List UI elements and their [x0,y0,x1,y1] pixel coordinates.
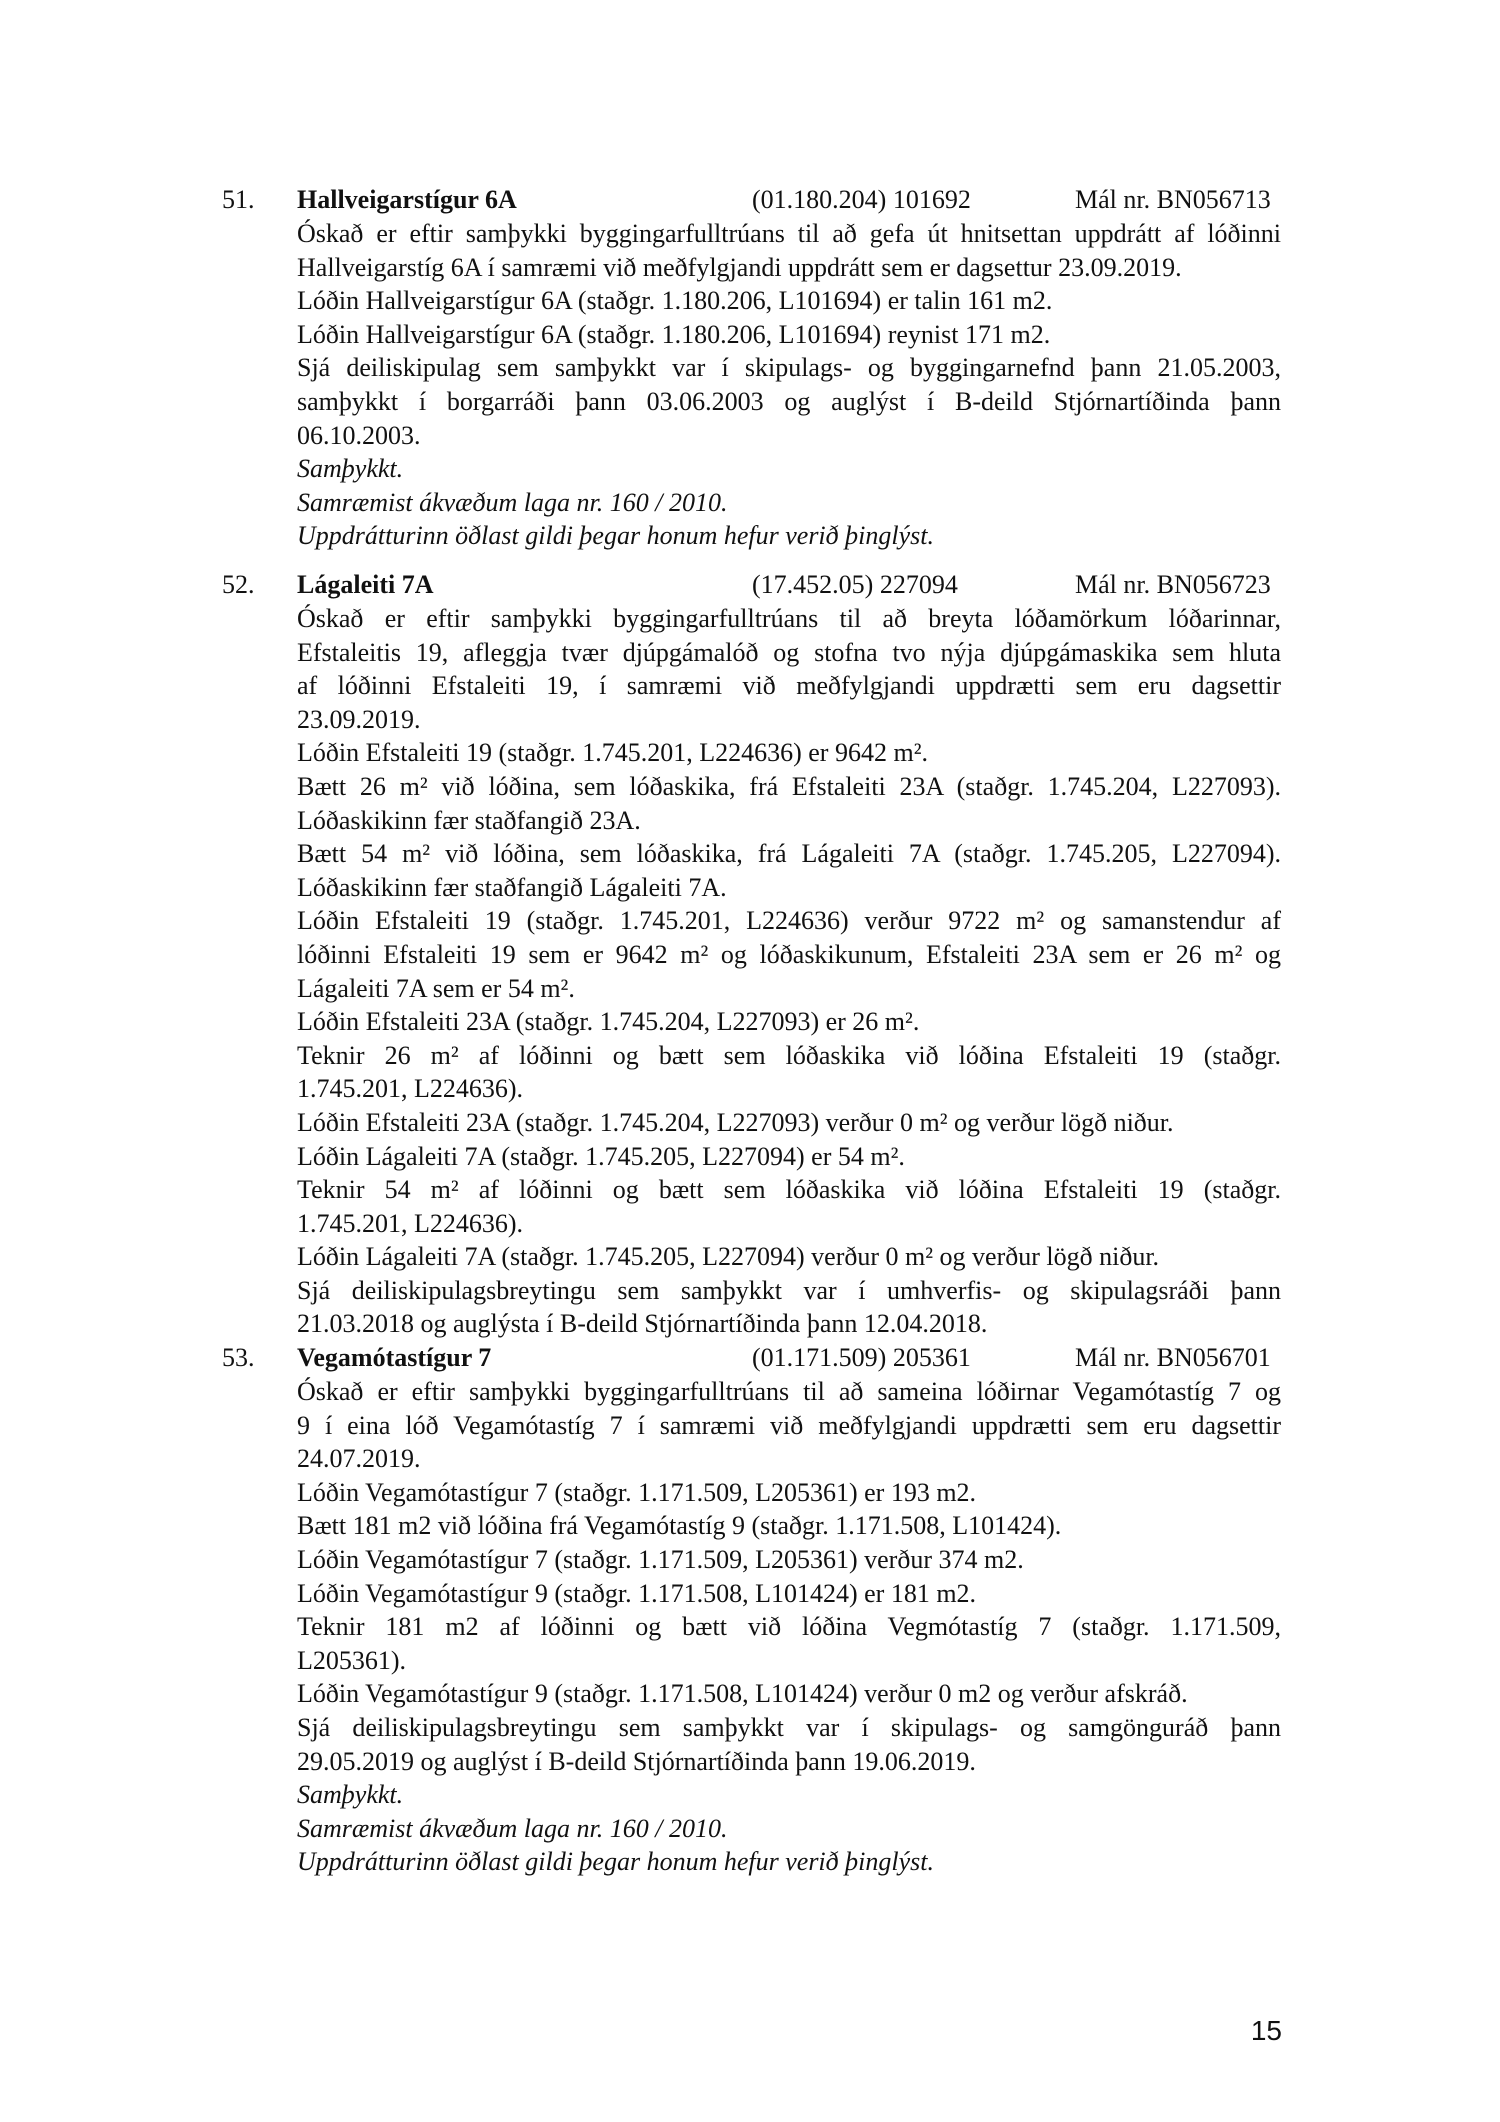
entry-codes: (01.171.509) 205361 [752,1343,971,1372]
text-line: Bætt 54 m² við lóðina, sem lóðaskika, frá Lágaleiti 7A (staðgr. 1.745.205, L227094). [297,839,1281,869]
text-line: 21.03.2018 og auglýsta í B-deild Stjórnartíðinda þann 12.04.2018. [297,1309,988,1339]
text-line: 23.09.2019. [297,704,421,734]
text-line: 1.745.201, L224636). [297,1208,524,1238]
text-line: Lóðin Vegamótastígur 9 (staðgr. 1.171.508, L101424) verður 0 m2 og verður afskráð. [297,1679,1188,1709]
entry-case-number: Mál nr. BN056713 [1075,185,1271,214]
text-line: 06.10.2003. [297,420,421,450]
text-line: Sjá deiliskipulagsbreytingu sem samþykkt var í umhverfis- og skipulagsráði þann [297,1275,1281,1305]
text-line: Lóðin Efstaleiti 23A (staðgr. 1.745.204, L227093) verður 0 m² og verður lögð niður. [297,1107,1174,1137]
entry-header [0,568,1500,602]
text-line: Efstaleitis 19, afleggja tvær djúpgámalóð og stofna tvo nýja djúpgámaskika sem hluta [297,637,1281,667]
entry-street: Lágaleiti 7A [297,570,434,599]
text-line: Óskað er eftir samþykki byggingarfulltrúans til að sameina lóðirnar Vegamótastíg 7 og [297,1377,1281,1406]
entry-number: 52. [222,570,255,599]
text-line: Lóðin Efstaleiti 23A (staðgr. 1.745.204, L227093) er 26 m². [297,1007,920,1037]
text-line: Lóðin Hallveigarstígur 6A (staðgr. 1.180.206, L101694) er talin 161 m2. [297,286,1053,316]
text-line: Óskað er eftir samþykki byggingarfulltrúans til að gefa út hnitsettan uppdrátt af lóðinni [297,219,1281,248]
text-line: 29.05.2019 og auglýst í B-deild Stjórnartíðinda þann 19.06.2019. [297,1746,976,1776]
entry-body [297,217,1281,553]
text-line: Sjá deiliskipulag sem samþykkt var í skipulags- og byggingarnefnd þann 21.05.2003, [297,353,1281,383]
text-line: L205361). [297,1645,407,1675]
text-line: 24.07.2019. [297,1444,421,1474]
text-line: lóðinni Efstaleiti 19 sem er 9642 m² og lóðaskikunum, Efstaleiti 23A sem er 26 m² og [297,939,1281,969]
text-line: Teknir 181 m2 af lóðinni og bætt við lóðina Vegmótastíg 7 (staðgr. 1.171.509, [297,1612,1281,1642]
text-line: Lóðin Vegamótastígur 9 (staðgr. 1.171.508, L101424) er 181 m2. [297,1578,977,1608]
text-line: Uppdrátturinn öðlast gildi þegar honum hefur verið þinglýst. [297,521,934,551]
text-line: Lóðin Efstaleiti 19 (staðgr. 1.745.201, L224636) er 9642 m². [297,738,928,768]
text-line: af lóðinni Efstaleiti 19, í samræmi við meðfylgjandi uppdrætti sem eru dagsettir [297,671,1281,701]
text-line: samþykkt í borgarráði þann 03.06.2003 og auglýst í B-deild Stjórnartíðinda þann [297,386,1281,416]
text-line: Lóðaskikinn fær staðfangið Lágaleiti 7A. [297,872,727,902]
entry-header [0,183,1500,217]
case-entry-51 [0,183,1500,553]
entry-body [297,1375,1281,1879]
text-line: Lóðaskikinn fær staðfangið 23A. [297,805,641,835]
text-line: Lóðin Vegamótastígur 7 (staðgr. 1.171.509, L205361) er 193 m2. [297,1477,977,1507]
text-line: Lóðin Hallveigarstígur 6A (staðgr. 1.180.206, L101694) reynist 171 m2. [297,319,1051,349]
entry-codes: (01.180.204) 101692 [752,185,971,214]
text-line: Lágaleiti 7A sem er 54 m². [297,973,575,1003]
case-entry-53 [0,1341,1500,1879]
text-line: Hallveigarstíg 6A í samræmi við meðfylgjandi uppdrátt sem er dagsettur 23.09.2019. [297,252,1182,282]
text-line: Bætt 181 m2 við lóðina frá Vegamótastíg 9 (staðgr. 1.171.508, L101424). [297,1511,1062,1541]
case-entry-52 [0,568,1500,1341]
text-line: Lóðin Efstaleiti 19 (staðgr. 1.745.201, L224636) verður 9722 m² og samanstendur af [297,906,1281,936]
entry-body [297,602,1281,1341]
text-line: Lóðin Vegamótastígur 7 (staðgr. 1.171.509, L205361) verður 374 m2. [297,1544,1024,1574]
entry-number: 53. [222,1343,255,1372]
text-line: Lóðin Lágaleiti 7A (staðgr. 1.745.205, L227094) er 54 m². [297,1141,905,1171]
page-number: 15 [1250,2015,1282,2046]
text-line: Samþykkt. [297,1780,404,1810]
text-line: Samræmist ákvæðum laga nr. 160 / 2010. [297,1813,728,1843]
entry-case-number: Mál nr. BN056701 [1075,1343,1271,1372]
text-line: Uppdrátturinn öðlast gildi þegar honum hefur verið þinglýst. [297,1847,934,1877]
text-line: Sjá deiliskipulagsbreytingu sem samþykkt var í skipulags- og samgönguráð þann [297,1712,1281,1742]
text-line: 1.745.201, L224636). [297,1074,524,1104]
text-line: Samræmist ákvæðum laga nr. 160 / 2010. [297,487,728,517]
entry-header [0,1341,1500,1375]
entry-street: Vegamótastígur 7 [297,1343,492,1372]
text-line: Teknir 26 m² af lóðinni og bætt sem lóðaskika við lóðina Efstaleiti 19 (staðgr. [297,1040,1281,1070]
text-line: Lóðin Lágaleiti 7A (staðgr. 1.745.205, L227094) verður 0 m² og verður lögð niður. [297,1242,1160,1272]
text-line: Samþykkt. [297,454,404,484]
entry-case-number: Mál nr. BN056723 [1075,570,1271,599]
entry-codes: (17.452.05) 227094 [752,570,958,599]
entry-number: 51. [222,185,255,214]
text-line: Teknir 54 m² af lóðinni og bætt sem lóðaskika við lóðina Efstaleiti 19 (staðgr. [297,1175,1281,1205]
entry-street: Hallveigarstígur 6A [297,185,517,214]
text-line: 9 í eina lóð Vegamótastíg 7 í samræmi við meðfylgjandi uppdrætti sem eru dagsettir [297,1410,1281,1440]
text-line: Óskað er eftir samþykki byggingarfulltrúans til að breyta lóðamörkum lóðarinnar, [297,604,1281,633]
text-line: Bætt 26 m² við lóðina, sem lóðaskika, frá Efstaleiti 23A (staðgr. 1.745.204, L227093). [297,771,1281,801]
